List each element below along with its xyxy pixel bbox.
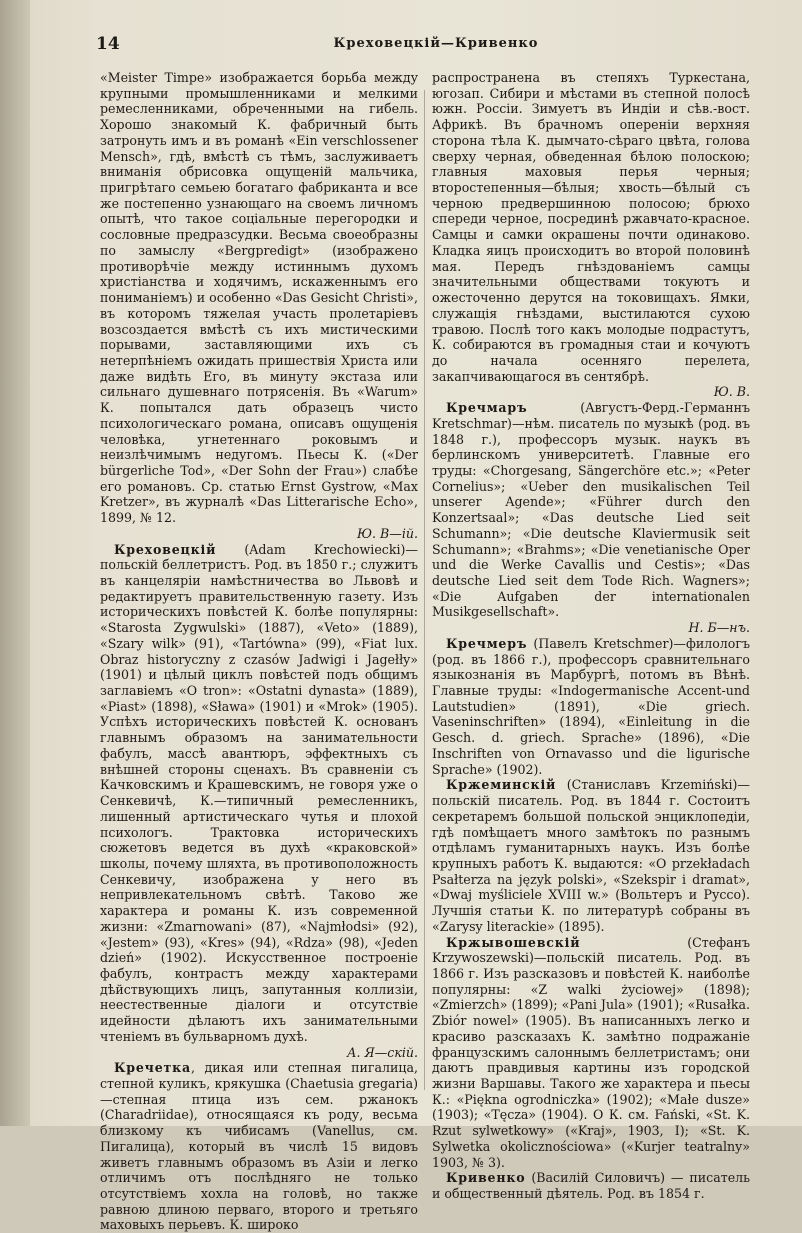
entry-krivenko xyxy=(432,1170,750,1201)
entry-term: Кречмаръ xyxy=(446,400,528,416)
entry-term: Кречмеръ xyxy=(446,635,528,651)
author-signature: А. Я—скій. xyxy=(346,1044,418,1060)
entry-term: Кривенко xyxy=(446,1170,526,1186)
entry-text: дикая или степная пигалица, степной куликъ, крякушка (Chaetusia gregaria)—степная птица изъ сем. ржанокъ (Charadriidae), относящаяся къ роду, весьма близкому къ чибисамъ (Vanellus, см. Пигалица), который въ числѣ 15 видовъ живетъ главнымъ образомъ въ Азіи и легко отличимъ отъ послѣдняго не только отсутствіемъ хохла на головѣ, но также равною длиною перваго, второго и третьяго маховыхъ перьевъ. К. широко xyxy=(100,1060,418,1233)
column-divider xyxy=(424,90,425,1090)
entry-krechetka: Кречетка, дикая или степная пигалица, степной куликъ, крякушка (Chaetusia gregaria)—степная птица изъ сем. ржанокъ (Charadriidae), относящаяся къ роду, весьма близкому къ чибисамъ (Vanellus, см. Пигалица), который въ числѣ 15 видовъ живетъ главнымъ образомъ въ Азіи и легко отличимъ отъ послѣдняго не только отсутствіемъ хохла на головѣ, но также равною длиною перваго, второго и третьяго маховыхъ перьевъ. К. широко xyxy=(100,1060,418,1233)
author-signature: Н. Б—нъ. xyxy=(688,620,750,636)
entry-text: (Павелъ Kretschmer)—филологъ (род. въ 1866 г.), профессоръ сравнительнаго языкознанія въ Марбургѣ, потомъ въ Вѣнѣ. Главные труды: «Indogermanische Accent-und Lautstudien» (1891), «Die griech. Vaseninschriften» (1894), «Einleitung in die Gesch. d. griech. Sprache» (1896), «Die Inschriften von Ornavasso und die ligurische Sprache» (1902). xyxy=(432,635,750,777)
entry-krzeminski xyxy=(432,777,750,934)
entry-krechmer xyxy=(432,636,750,777)
right-column xyxy=(432,70,750,1202)
page-header xyxy=(96,34,776,60)
continued-paragraph: распространена въ степяхъ Туркестана, югозап. Сибири и мѣстами въ степной полосѣ южн. Россіи. Зимуетъ въ Индіи и сѣв.-вост. Африкѣ. Въ брачномъ опереніи верхняя сторона тѣла К. дымчато-сѣраго цвѣта, голова сверху черная, обведенная бѣлою полоскою; главныя маховыя перья черныя; второстепенныя—бѣлыя; хвость—бѣлый съ черною предвершинною полосою; брюхо спереди черное, посрединѣ ржавчато-красное. Самцы и самки окрашены почти одинаково. Кладка яицъ происходитъ во второй половинѣ мая. Передъ гнѣздованіемъ самцы значительными обществами токуютъ и ожесточенно дерутся на токовищахъ. Ямки, служащія гнѣздами, выстилаются сухою травою. Послѣ того какъ молодые подрастутъ, К. собираются въ громадныя стаи и кочуютъ до начала осенняго перелета, закапчивающагося въ сентябрѣ. xyxy=(432,70,750,384)
entry-krechmar xyxy=(432,400,750,620)
entry-text: (Стефанъ Krzywoszewski)—польскій писатель. Род. въ 1866 г. Изъ разсказовъ и повѣстей К. наиболѣе популярны: «Z walki życiowej» (1898); «Zmierzch» (1899); «Pani Jula» (1901); «Rusałka. Zbiór nowel» (1905). Въ написанныхъ легко и красиво разсказахъ К. замѣтно подражаніе французскимъ салоннымъ беллетристамъ; они даютъ правдивыя картины изъ городской жизни Варшавы. Такого же характера и пьесы К.: «Piękna ogrodniczka» (1902); «Małe dusze» (1903); «Tęcza» (1904). О К. см. Fański, «St. K. Rzut sylwetkowy» («Kraj», 1903, I); «St. K. Sylwetka okolicznościowa» («Kurjer teatralny» 1903, № 3). xyxy=(432,934,750,1170)
continued-paragraph: «Meister Timpe» изображается борьба между крупными промышленниками и мелкими ремесленниками, обреченными на гибель. Хорошо знакомый К. фабричный быть затронуть имъ и въ романѣ «Ein verschlossener Mensch», гдѣ, вмѣстѣ съ тѣмъ, заслуживаетъ вниманія обрисовка ощущеній мальчика, пригрѣтаго семьею богатаго фабриканта и все же постепенно узнающаго на своемъ личномъ опытѣ, что такое соціальные перегородки и сословные предразсудки. Весьма своеобразны по замыслу «Bergpredigt» (изображено противорѣчіе между истиннымъ духомъ христіанства и ходячимъ, искаженнымъ его пониманіемъ) и особенно «Das Gesicht Christi», въ которомъ тяжелая участь пролетаріевъ возсоздается вмѣстѣ съ ихъ мистическими порывами, заставляющими ихъ съ нетерпѣніемъ ожидать пришествія Христа или даже видѣть Его, въ минуту экстаза или сильнаго душевнаго потрясенія. Въ «Warum» К. попытался дать образецъ чисто психологическаго романа, описавъ ощущенія человѣка, угнетеннаго роковымъ и неизлѣчимымъ недугомъ. Пьесы К. («Der bürgerliche Tod», «Der Sohn der Frau») слабѣе его романовъ. Ср. статью Ernst Gystrow, «Max Kretzer», въ журналѣ «Das Litterarische Echo», 1899, № 12. xyxy=(100,70,418,526)
entry-text: (Василій Силовичъ) — писатель и общественный дѣятель. Род. въ 1854 г. xyxy=(432,1170,750,1202)
author-signature: Ю. В—ій. xyxy=(356,525,418,541)
entry-text: (Adam Krechowiecki)—польскій беллетристъ. Род. въ 1850 г.; служитъ въ канцеляріи намѣстничества во Львовѣ и редактируетъ правительственную газету. Изъ историческихъ повѣстей К. болѣе популярны: «Starosta Zygwulski» (1887), «Veto» (1889), «Szary wilk» (91), «Tartówna» (99), «Fiat lux. Obraz historyczny z czasów Jadwigi i Jagełły» (1901) и цѣлый циклъ повѣстей подъ общимъ заглавіемъ «O tron»: «Ostatni dynasta» (1889), «Piast» (1898), «Sława» (1901) и «Mrok» (1905). Успѣхъ историческихъ повѣстей К. основанъ главнымъ образомъ на занимательности фабулъ, массѣ авантюръ, эффектныхъ съ внѣшней стороны сценахъ. Въ сравненіи съ Качковскимъ и Крашевскимъ, не говоря уже о Сенкевичѣ, К.—типичный ремесленникъ, лишенный артистическаго чутья и плохой психологъ. Трактовка историческихъ сюжетовъ ведется въ духѣ «краковской» школы, почему шляхта, въ противоположность Сенкевичу, изображена у него въ непривлекательномъ свѣтѣ. Таково же характера и романы К. изъ современной жизни: «Zmarnowani» (87), «Najmłodsi» (92), «Jestem» (93), «Kres» (94), «Rdza» (98), «Jeden dzień» (1902). Искусственное построеніе фабулъ, контрастъ между характерами дѣйствующихъ лицъ, запутанныя коллизіи, неестественные діалоги и отсутствіе идейности дѣлаютъ ихъ занимательными чтеніемъ въ бульварномъ духѣ. xyxy=(100,541,418,1044)
entry-term: Кржывошевскій xyxy=(446,934,581,950)
entry-krzywoszewski xyxy=(432,935,750,1171)
entry-text: (Августъ-Ферд.-Германнъ Kretschmar)—нѣм. писатель по музыкѣ (род. въ 1848 г.), профессоръ музык. наукъ въ берлинскомъ университетѣ. Главные его труды: «Chorgesang, Sängerchöre etc.»; «Peter Cornelius»; «Ueber den musikalischen Teil unserer Agende»; «Führer durch den Konzertsaal»; «Das deutsche Lied seit Schumann»; «Die deutsche Klaviermusik seit Schumann»; «Brahms»; «Die venetianische Oper und die Werke Cavallis und Cestis»; «Das deutsche Lied seit dem Tode Rich. Wagners»; «Die Aufgaben der internationalen Musikgesellschaft». xyxy=(432,400,750,620)
author-signature: Ю. В. xyxy=(713,384,750,400)
entry-term: Кречетка xyxy=(114,1060,191,1076)
page-number: 14 xyxy=(96,34,120,54)
entry-krekhovetsky xyxy=(100,542,418,1045)
entry-term: Кржеминскій xyxy=(446,777,557,793)
running-head: Креховецкій—Кривенко xyxy=(333,36,539,51)
entry-term: Креховецкій xyxy=(114,541,217,557)
entry-text: (Станиславъ Krzemiński)—польскій писатель. Род. въ 1844 г. Состоитъ секретаремъ большой польской энциклопедіи, гдѣ помѣщаетъ много замѣтокъ по разнымъ отдѣламъ гуманитарныхъ наукъ. Изъ болѣе крупныхъ работъ К. выдаются: «O przekładach Psałterza na język polski», «Szekspir i dramat», «Dwaj myśliciele XVIII w.» (Вольтеръ и Руссо). Лучшія статьи К. по литературѣ собраны въ «Zarysy literackie» (1895). xyxy=(432,777,750,934)
page-gutter-shadow xyxy=(0,0,30,1126)
left-column xyxy=(100,70,418,1233)
